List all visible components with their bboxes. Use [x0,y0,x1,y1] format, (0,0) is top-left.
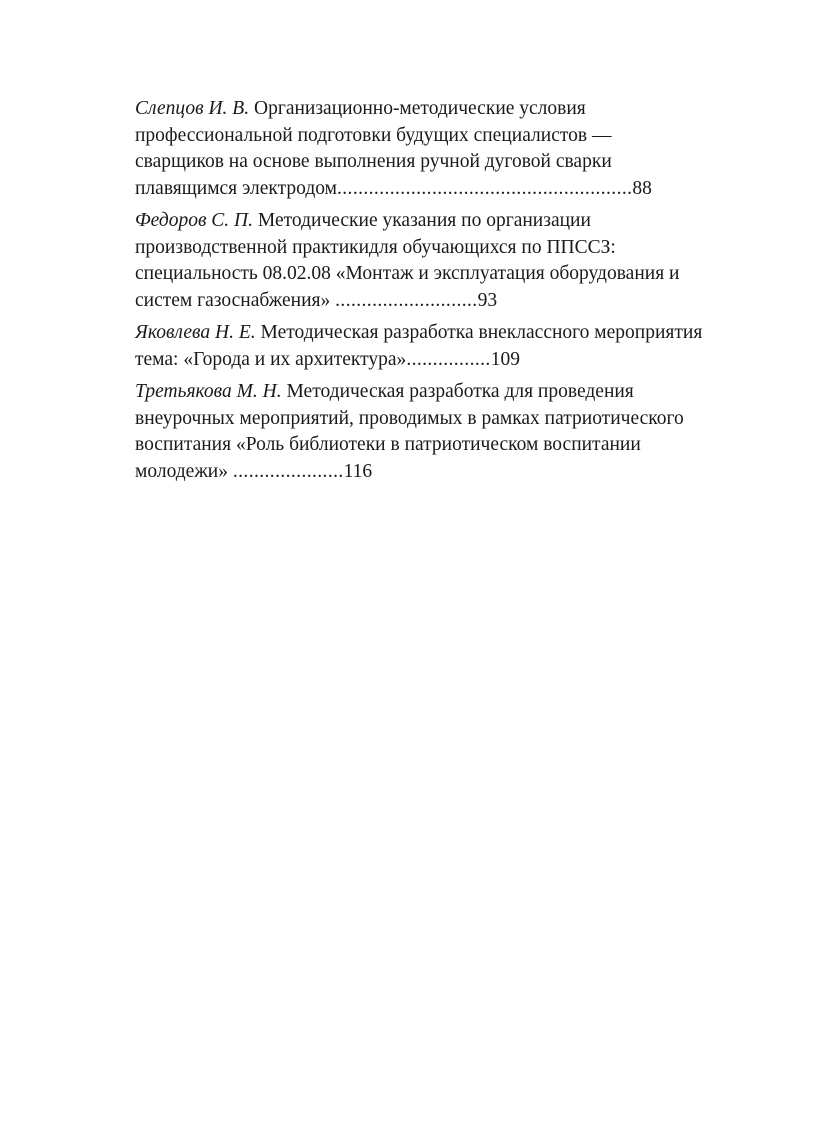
toc-entry-author: Федоров С. П. [135,210,254,231]
toc-entry [135,379,703,485]
table-of-contents [135,96,703,485]
toc-entry-title: Методические указания по организации производственной практикидля обучающихся по ППССЗ: специальность 08.02.08 «Монтаж и эксплуатация оборудования и систем газоснабжения» [135,210,680,311]
toc-entry-page-number: 109 [490,348,520,370]
toc-entry-title: Методическая разработка для проведения внеурочных мероприятий, проводимых в рамках патриотического воспитания «Роль библиотеки в патриотическом воспитании молодежи» [135,381,684,482]
toc-entry [135,320,703,373]
toc-entry-author: Слепцов И. В. [135,98,250,119]
toc-entry [135,208,703,314]
toc-entry-title: Методическая разработка внеклассного мероприятия тема: «Города и их архитектура» [135,322,703,370]
toc-entry-leader: ................ [406,348,491,370]
toc-entry [135,96,703,202]
toc-entry-author: Третьякова М. Н. [135,381,282,402]
toc-entry-page-number: 88 [632,177,652,199]
toc-entry-page-number: 116 [343,460,373,482]
toc-entry-author: Яковлева Н. Е. [135,322,256,343]
toc-entry-leader: ..................... [232,460,344,482]
toc-entry-leader: ........................... [335,289,478,311]
toc-entry-title: Организационно-методические условия профессиональной подготовки будущих специалистов — сварщиков на основе выполнения ручной дуговой сварки плавящимся электродом [135,98,612,199]
toc-entry-page-number: 93 [477,289,498,311]
toc-entry-leader: ........................................................ [337,177,633,199]
